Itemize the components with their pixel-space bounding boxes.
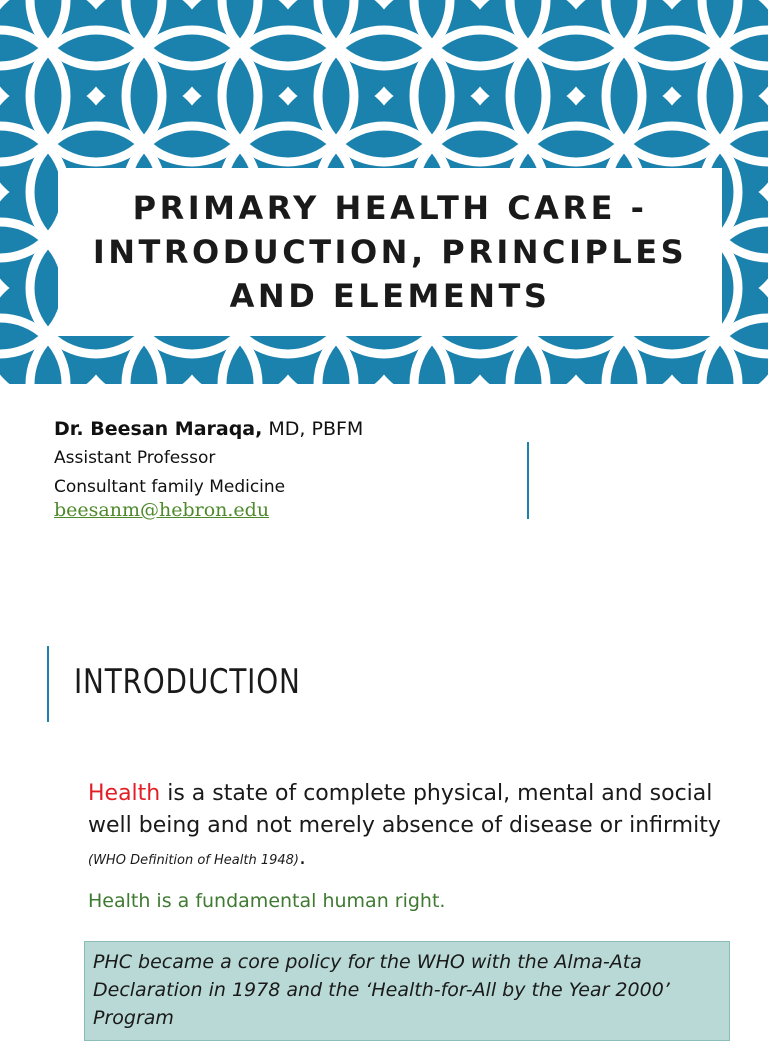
author-specialty: Consultant family Medicine <box>54 477 286 497</box>
title-banner <box>0 0 768 384</box>
accent-divider <box>527 442 529 519</box>
health-term: Health <box>88 781 161 806</box>
section-heading: INTRODUCTION <box>74 662 301 702</box>
heading-accent-bar <box>47 646 49 722</box>
phc-note-box <box>84 941 730 1041</box>
author-block <box>54 418 514 521</box>
slide-title: PRIMARY HEALTH CARE - INTRODUCTION, PRINCIPLES AND ELEMENTS <box>92 189 688 315</box>
health-definition <box>88 778 748 877</box>
author-credentials: MD, PBFM <box>268 418 364 440</box>
definition-end: . <box>299 845 306 870</box>
title-box <box>58 168 722 336</box>
health-right-statement: Health is a fundamental human right. <box>88 890 446 912</box>
definition-citation: (WHO Definition of Health 1948) <box>88 853 299 868</box>
phc-note-text: PHC became a core policy for the WHO with the Alma-Ata Declaration in 1978 and the ‘Health-for-All by the Year 2000’ Program <box>93 951 670 1029</box>
author-role: Assistant Professor <box>54 448 216 468</box>
author-name: Dr. Beesan Maraqa, <box>54 418 263 440</box>
email-link[interactable]: beesanm@hebron.edu <box>54 499 270 521</box>
author-line <box>54 418 514 440</box>
definition-text: is a state of complete physical, mental and social well being and not merely absence of disease or infirmity <box>88 781 721 838</box>
